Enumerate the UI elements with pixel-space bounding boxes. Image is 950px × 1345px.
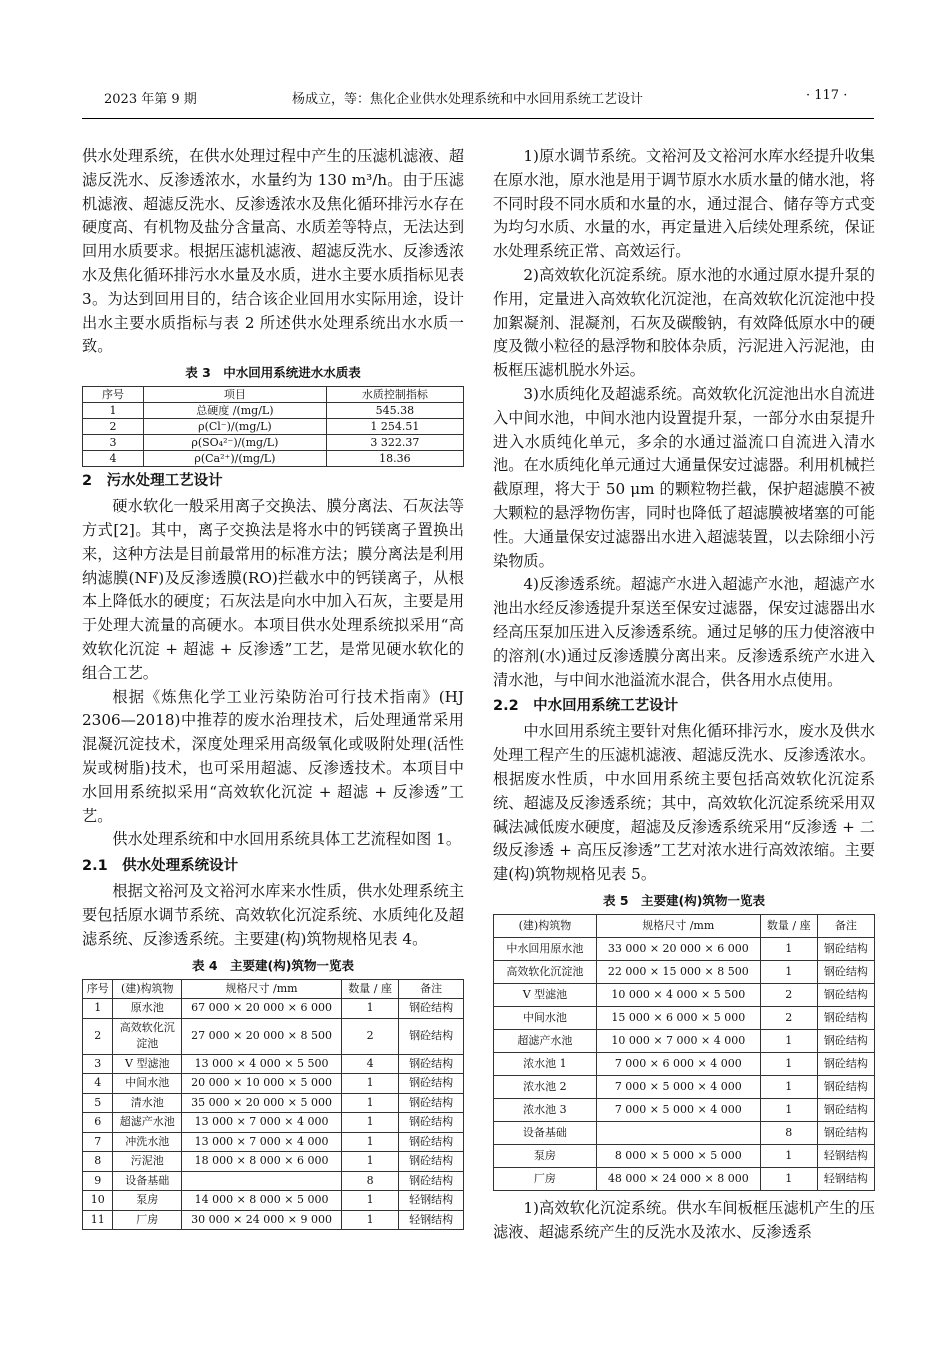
table-cell: 18 000 × 8 000 × 6 000: [182, 1152, 342, 1172]
table-cell: 2: [83, 1018, 113, 1054]
table-cell: 钢砼结构: [817, 1098, 874, 1121]
table-cell: 35 000 × 20 000 × 5 000: [182, 1093, 342, 1113]
issue-label: 2023 年第 9 期: [104, 92, 197, 107]
table-row: [83, 419, 464, 435]
table-cell: 1: [760, 1052, 817, 1075]
paragraph: 中水回用系统主要针对焦化循环排污水，废水及供水处理工程产生的压滤机滤液、超滤反洗水、反渗透浓水。根据废水性质，中水回用系统主要包括高效软化沉淀系统、超滤及反渗透系统；其中，高效软化沉淀系统采用双碱法减低废水硬度，超滤及反渗透系统采用“反渗透 + 二级反渗透 + 高压反渗透”工艺对浓水进行高效浓缩。主要建(构)筑物规格见表 5。: [493, 722, 875, 884]
table-header-row: [83, 387, 464, 403]
table-cell: 超滤产水池: [494, 1029, 597, 1052]
table-cell: 30 000 × 24 000 × 9 000: [182, 1210, 342, 1230]
table-cell: 钢砼结构: [817, 1075, 874, 1098]
table-row: [494, 1121, 875, 1144]
table-cell: 浓水池 3: [494, 1098, 597, 1121]
table-row: [83, 1113, 464, 1133]
table-cell: 1: [83, 403, 144, 419]
table-cell: 14 000 × 8 000 × 5 000: [182, 1191, 342, 1211]
table-cell: 钢砼结构: [399, 1113, 464, 1133]
table-cell: 8: [342, 1171, 399, 1191]
table-cell: 钢砼结构: [399, 1074, 464, 1094]
table-cell: 10 000 × 7 000 × 4 000: [596, 1029, 760, 1052]
table-cell: 7: [83, 1132, 113, 1152]
table-row: [494, 1098, 875, 1121]
table-cell: 27 000 × 20 000 × 8 500: [182, 1018, 342, 1054]
table-cell: 1: [760, 1098, 817, 1121]
table-cell: 9: [83, 1171, 113, 1191]
table-cell: 清水池: [113, 1093, 182, 1113]
table-cell: 1: [760, 1167, 817, 1190]
table-cell: 8: [83, 1152, 113, 1172]
table-cell: V 型滤池: [113, 1054, 182, 1074]
table-row: [494, 983, 875, 1006]
table-cell: 33 000 × 20 000 × 6 000: [596, 937, 760, 960]
table-row: [83, 403, 464, 419]
table-cell: 1: [342, 1191, 399, 1211]
table-cell: 5: [83, 1093, 113, 1113]
table-cell: 原水池: [113, 999, 182, 1019]
table-cell: 7 000 × 5 000 × 4 000: [596, 1098, 760, 1121]
table-cell: 污泥池: [113, 1152, 182, 1172]
table-cell: 13 000 × 7 000 × 4 000: [182, 1113, 342, 1133]
subsection-heading: 2.1 供水处理系统设计: [82, 858, 239, 875]
table-cell: 1: [342, 999, 399, 1019]
table-cell: [596, 1121, 760, 1144]
table-cell: 钢砼结构: [817, 960, 874, 983]
subsection-heading: 2.2 中水回用系统工艺设计: [493, 698, 679, 715]
table-cell: 1: [760, 1029, 817, 1052]
table-row: [494, 1006, 875, 1029]
table-cell: 1: [342, 1152, 399, 1172]
table-row: [494, 960, 875, 983]
column-header: 备注: [817, 914, 874, 937]
table-row: [494, 1167, 875, 1190]
table-cell: 轻钢结构: [399, 1191, 464, 1211]
column-header: 项目: [143, 387, 326, 403]
table-cell: 厂房: [113, 1210, 182, 1230]
table-row: [83, 1093, 464, 1113]
table-cell: 厂房: [494, 1167, 597, 1190]
table-row: [83, 1132, 464, 1152]
table-row: [83, 1210, 464, 1230]
table-cell: 7 000 × 6 000 × 4 000: [596, 1052, 760, 1075]
table-cell: 4: [83, 1074, 113, 1094]
table-row: [83, 1191, 464, 1211]
table-cell: 设备基础: [113, 1171, 182, 1191]
table-cell: 超滤产水池: [113, 1113, 182, 1133]
column-header: 数量 / 座: [342, 979, 399, 999]
table-cell: 13 000 × 7 000 × 4 000: [182, 1132, 342, 1152]
table-cell: 浓水池 1: [494, 1052, 597, 1075]
table-row: [83, 1054, 464, 1074]
left-column: [82, 145, 464, 1230]
table-cell: 2: [760, 983, 817, 1006]
table-cell: [182, 1171, 342, 1191]
table-cell: 钢砼结构: [399, 1132, 464, 1152]
column-header: 数量 / 座: [760, 914, 817, 937]
table-row: [83, 999, 464, 1019]
paragraph: 根据《炼焦化学工业污染防治可行技术指南》(HJ 2306—2018)中推荐的废水治理技术，后处理通常采用混凝沉淀技术，深度处理采用高级氧化或吸附处理(活性炭或树脂)技术，也可采用超滤、反渗透技术。本项目中水回用系统拟采用“高效软化沉淀 + 超滤 + 反渗透”工艺。: [82, 687, 464, 825]
table-5-caption: 表 5 主要建(构)筑物一览表: [603, 892, 765, 908]
table-cell: V 型滤池: [494, 983, 597, 1006]
table-row: [494, 1075, 875, 1098]
table-header-row: [494, 914, 875, 937]
table-row: [494, 1029, 875, 1052]
table-cell: 总硬度 /(mg/L): [143, 403, 326, 419]
table-row: [494, 937, 875, 960]
table-cell: 钢砼结构: [817, 983, 874, 1006]
table-cell: 钢砼结构: [817, 1052, 874, 1075]
table-cell: 3 322.37: [326, 435, 463, 451]
table-cell: 轻钢结构: [817, 1167, 874, 1190]
section-heading: 2 污水处理工艺设计: [82, 473, 223, 490]
table-cell: 钢砼结构: [399, 999, 464, 1019]
page-number: · 117 ·: [806, 88, 848, 103]
table-cell: 钢砼结构: [817, 937, 874, 960]
table-cell: 1: [342, 1210, 399, 1230]
table-row: [83, 1152, 464, 1172]
table-cell: 1: [83, 999, 113, 1019]
table-cell: 钢砼结构: [399, 1093, 464, 1113]
table-cell: 1: [342, 1113, 399, 1133]
table-row: [83, 451, 464, 467]
table-cell: 泵房: [113, 1191, 182, 1211]
paragraph: 4)反渗透系统。超滤产水进入超滤产水池，超滤产水池出水经反渗透提升泵送至保安过滤器，保安过滤器出水经高压泵加压进入反渗透系统。通过足够的压力使溶液中的溶剂(水)通过反渗透膜分离出来。反渗透系统产水进入清水池，与中间水池溢流水混合，供各用水点使用。: [493, 575, 875, 689]
column-header: 规格尺寸 /mm: [596, 914, 760, 937]
table-cell: 钢砼结构: [817, 1029, 874, 1052]
table-cell: 4: [342, 1054, 399, 1074]
table-cell: 钢砼结构: [399, 1018, 464, 1054]
paragraph: 根据文裕河及文裕河水库来水性质，供水处理系统主要包括原水调节系统、高效软化沉淀系统、水质纯化及超滤系统、反渗透系统。主要建(构)筑物规格见表 4。: [82, 882, 464, 948]
table-cell: 6: [83, 1113, 113, 1133]
column-header: (建)构筑物: [494, 914, 597, 937]
table-cell: ρ(Cl⁻)/(mg/L): [143, 419, 326, 435]
table-header-row: [83, 979, 464, 999]
table-cell: 设备基础: [494, 1121, 597, 1144]
paragraph: 3)水质纯化及超滤系统。高效软化沉淀池出水自流进入中间水池，中间水池内设置提升泵，一部分水由泵提升进入水质纯化单元，多余的水通过溢流口自流进入清水池。在水质纯化单元通过大通量保安过滤器。利用机械拦截原理，将大于 50 μm 的颗粒物拦截，保护超滤膜不被大颗粒的悬浮物伤害，同时也降低了超滤膜被堵塞的可能性。大通量保安过滤器出水进入超滤装置，以去除细小污染物质。: [493, 384, 875, 570]
table-cell: 22 000 × 15 000 × 8 500: [596, 960, 760, 983]
right-column: [493, 145, 875, 1245]
table-cell: 中间水池: [494, 1006, 597, 1029]
table-cell: 高效软化沉淀池: [113, 1018, 182, 1054]
table-cell: 2: [342, 1018, 399, 1054]
table-cell: 67 000 × 20 000 × 6 000: [182, 999, 342, 1019]
table-cell: 8 000 × 5 000 × 5 000: [596, 1144, 760, 1167]
table-cell: 10: [83, 1191, 113, 1211]
column-header: 序号: [83, 979, 113, 999]
table-cell: 浓水池 2: [494, 1075, 597, 1098]
table-row: [83, 435, 464, 451]
paragraph: 硬水软化一般采用离子交换法、膜分离法、石灰法等方式[2]。其中，离子交换法是将水中的钙镁离子置换出来，这种方法是目前最常用的标准方法；膜分离法是利用纳滤膜(NF)及反渗透膜(RO)拦截水中的钙镁离子，从根本上降低水的硬度；石灰法是向水中加入石灰，主要是用于处理大流量的高硬水。本项目供水处理系统拟采用“高效软化沉淀 + 超滤 + 反渗透”工艺，是常见硬水软化的组合工艺。: [82, 497, 464, 682]
table-cell: 轻钢结构: [817, 1144, 874, 1167]
table-cell: 钢砼结构: [399, 1171, 464, 1191]
paragraph: 供水处理系统和中水回用系统具体工艺流程如图 1。: [112, 830, 462, 849]
table-cell: 3: [83, 1054, 113, 1074]
table-cell: 轻钢结构: [399, 1210, 464, 1230]
table-row: [83, 1074, 464, 1094]
table-cell: 13 000 × 4 000 × 5 500: [182, 1054, 342, 1074]
table-cell: 1: [760, 1075, 817, 1098]
column-header: 规格尺寸 /mm: [182, 979, 342, 999]
table-cell: 8: [760, 1121, 817, 1144]
table-cell: 2: [83, 419, 144, 435]
column-header: 水质控制指标: [326, 387, 463, 403]
table-row: [83, 1018, 464, 1054]
table-4-caption: 表 4 主要建(构)筑物一览表: [192, 957, 354, 973]
column-header: (建)构筑物: [113, 979, 182, 999]
table-cell: 15 000 × 6 000 × 5 000: [596, 1006, 760, 1029]
table-row: [83, 1171, 464, 1191]
table-4: [82, 979, 464, 1231]
paragraph: 1)高效软化沉淀系统。供水车间板框压滤机产生的压滤液、超滤系统产生的反洗水及浓水、反渗透系: [493, 1198, 875, 1241]
table-cell: 钢砼结构: [399, 1152, 464, 1172]
running-header: [0, 88, 950, 112]
table-cell: 545.38: [326, 403, 463, 419]
table-cell: 钢砼结构: [817, 1006, 874, 1029]
table-cell: 1: [760, 960, 817, 983]
table-row: [494, 1052, 875, 1075]
column-header: 序号: [83, 387, 144, 403]
column-header: 备注: [399, 979, 464, 999]
table-row: [494, 1144, 875, 1167]
table-cell: 48 000 × 24 000 × 8 000: [596, 1167, 760, 1190]
header-rule: [82, 118, 874, 119]
table-cell: ρ(SO₄²⁻)/(mg/L): [143, 435, 326, 451]
table-cell: 2: [760, 1006, 817, 1029]
table-cell: 1: [342, 1132, 399, 1152]
table-cell: 中水回用原水池: [494, 937, 597, 960]
table-3: [82, 386, 464, 467]
table-5: [493, 914, 875, 1191]
table-cell: 泵房: [494, 1144, 597, 1167]
table-cell: 4: [83, 451, 144, 467]
paragraph: 供水处理系统，在供水处理过程中产生的压滤机滤液、超滤反洗水、反渗透浓水，水量约为 130 m³/h。由于压滤机滤液、超滤反洗水、反渗透浓水及焦化循环排污水存在硬度高、有机物及盐分含量高、水质差等特点，无法达到回用水质要求。根据压滤机滤液、超滤反洗水、反渗透浓水及焦化循环排污水水量及水质，进水主要水质指标见表 3。为达到回用目的，结合该企业回用水实际用途，设计出水主要水质指标与表 2 所述供水处理系统出水水质一致。: [82, 147, 464, 356]
table-cell: 钢砼结构: [399, 1054, 464, 1074]
table-cell: 1: [342, 1074, 399, 1094]
table-cell: 高效软化沉淀池: [494, 960, 597, 983]
paragraph: 1)原水调节系统。文裕河及文裕河水库水经提升收集在原水池，原水池是用于调节原水水质水量的储水池，将不同时段不同水质和水量的水，通过混合、储存等方式变为均匀水质、水量的水，再定量进入后续处理系统，保证水处理系统正常、高效运行。: [493, 147, 875, 261]
table-cell: ρ(Ca²⁺)/(mg/L): [143, 451, 326, 467]
table-cell: 20 000 × 10 000 × 5 000: [182, 1074, 342, 1094]
table-cell: 7 000 × 5 000 × 4 000: [596, 1075, 760, 1098]
table-cell: 中间水池: [113, 1074, 182, 1094]
table-cell: 1: [342, 1093, 399, 1113]
table-cell: 1: [760, 1144, 817, 1167]
running-title: 杨成立，等：焦化企业供水处理系统和中水回用系统工艺设计: [292, 92, 644, 107]
table-cell: 冲洗水池: [113, 1132, 182, 1152]
table-cell: 3: [83, 435, 144, 451]
table-cell: 钢砼结构: [817, 1121, 874, 1144]
paragraph: 2)高效软化沉淀系统。原水池的水通过原水提升泵的作用，定量进入高效软化沉淀池，在高效软化沉淀池中投加絮凝剂、混凝剂，石灰及碳酸钠，有效降低原水中的硬度及微小粒径的悬浮物和胶体杂质，污泥进入污泥池，由板框压滤机脱水外运。: [493, 265, 875, 380]
table-cell: 11: [83, 1210, 113, 1230]
table-3-caption: 表 3 中水回用系统进水水质表: [185, 365, 361, 381]
table-cell: 10 000 × 4 000 × 5 500: [596, 983, 760, 1006]
table-cell: 1: [760, 937, 817, 960]
table-cell: 1 254.51: [326, 419, 463, 435]
table-cell: 18.36: [326, 451, 463, 467]
